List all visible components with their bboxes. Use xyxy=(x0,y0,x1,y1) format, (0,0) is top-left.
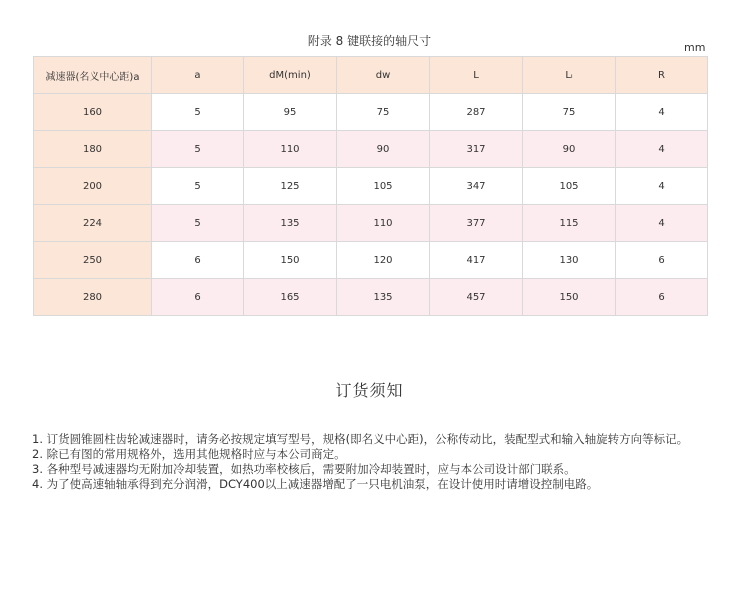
table-row xyxy=(34,279,708,316)
header-dw: dw xyxy=(337,57,430,94)
unit-label: mm xyxy=(684,41,706,54)
table-cell: 125 xyxy=(244,168,337,205)
table-cell: 105 xyxy=(523,168,616,205)
table-cell: 347 xyxy=(430,168,523,205)
table-cell: 224 xyxy=(34,205,152,242)
header-r: R xyxy=(616,57,708,94)
note-item: 1. 订货圆锥圆柱齿轮减速器时，请务必按规定填写型号，规格(即名义中心距)，公称传动比，装配型式和输入轴旋转方向等标记。 xyxy=(32,432,689,446)
table-cell: 250 xyxy=(34,242,152,279)
table-cell: 105 xyxy=(337,168,430,205)
table-cell: 5 xyxy=(152,205,244,242)
table-cell: 90 xyxy=(337,131,430,168)
table-cell: 75 xyxy=(337,94,430,131)
shaft-dimension-table xyxy=(33,56,708,316)
table-cell: 90 xyxy=(523,131,616,168)
table-cell: 6 xyxy=(616,279,708,316)
table-cell: 135 xyxy=(244,205,337,242)
table-row xyxy=(34,205,708,242)
table-cell: 180 xyxy=(34,131,152,168)
header-reducer-center-distance: 减速器(名义中心距)a xyxy=(34,57,152,94)
note-item: 3. 各种型号减速器均无附加冷却装置，如热功率校核后，需要附加冷却装置时，应与本公司设计部门联系。 xyxy=(32,462,576,476)
header-l: L xyxy=(430,57,523,94)
table-cell: 280 xyxy=(34,279,152,316)
table-cell: 200 xyxy=(34,168,152,205)
table-cell: 4 xyxy=(616,205,708,242)
table-title: 附录 8 键联接的轴尺寸 xyxy=(307,34,432,48)
table-cell: 457 xyxy=(430,279,523,316)
note-item: 2. 除已有图的常用规格外，选用其他规格时应与本公司商定。 xyxy=(32,447,346,461)
table-cell: 5 xyxy=(152,168,244,205)
header-dm-min: dM(min) xyxy=(244,57,337,94)
table-cell: 6 xyxy=(616,242,708,279)
table-cell: 6 xyxy=(152,242,244,279)
table-cell: 160 xyxy=(34,94,152,131)
table-cell: 120 xyxy=(337,242,430,279)
table-row xyxy=(34,242,708,279)
table-cell: 377 xyxy=(430,205,523,242)
table-cell: 5 xyxy=(152,131,244,168)
table-cell: 165 xyxy=(244,279,337,316)
table-row xyxy=(34,131,708,168)
table-cell: 150 xyxy=(523,279,616,316)
table-cell: 4 xyxy=(616,131,708,168)
table-cell: 75 xyxy=(523,94,616,131)
table-cell: 5 xyxy=(152,94,244,131)
header-l1: Lᵢ xyxy=(523,57,616,94)
table-cell: 135 xyxy=(337,279,430,316)
table-header-row xyxy=(34,57,708,94)
table-cell: 110 xyxy=(244,131,337,168)
table-cell: 110 xyxy=(337,205,430,242)
ordering-notes xyxy=(32,432,732,492)
table-cell: 115 xyxy=(523,205,616,242)
table-cell: 95 xyxy=(244,94,337,131)
note-item: 4. 为了使高速轴轴承得到充分润滑，DCY400以上减速器增配了一只电机油泵，在设计使用时请增设控制电路。 xyxy=(32,477,599,491)
table-cell: 4 xyxy=(616,94,708,131)
ordering-notice-title: 订货须知 xyxy=(335,381,404,400)
table-cell: 130 xyxy=(523,242,616,279)
table-row xyxy=(34,168,708,205)
table-cell: 287 xyxy=(430,94,523,131)
table-cell: 150 xyxy=(244,242,337,279)
table-cell: 4 xyxy=(616,168,708,205)
table-row xyxy=(34,94,708,131)
table-cell: 6 xyxy=(152,279,244,316)
table-cell: 317 xyxy=(430,131,523,168)
table-cell: 417 xyxy=(430,242,523,279)
header-a: a xyxy=(152,57,244,94)
